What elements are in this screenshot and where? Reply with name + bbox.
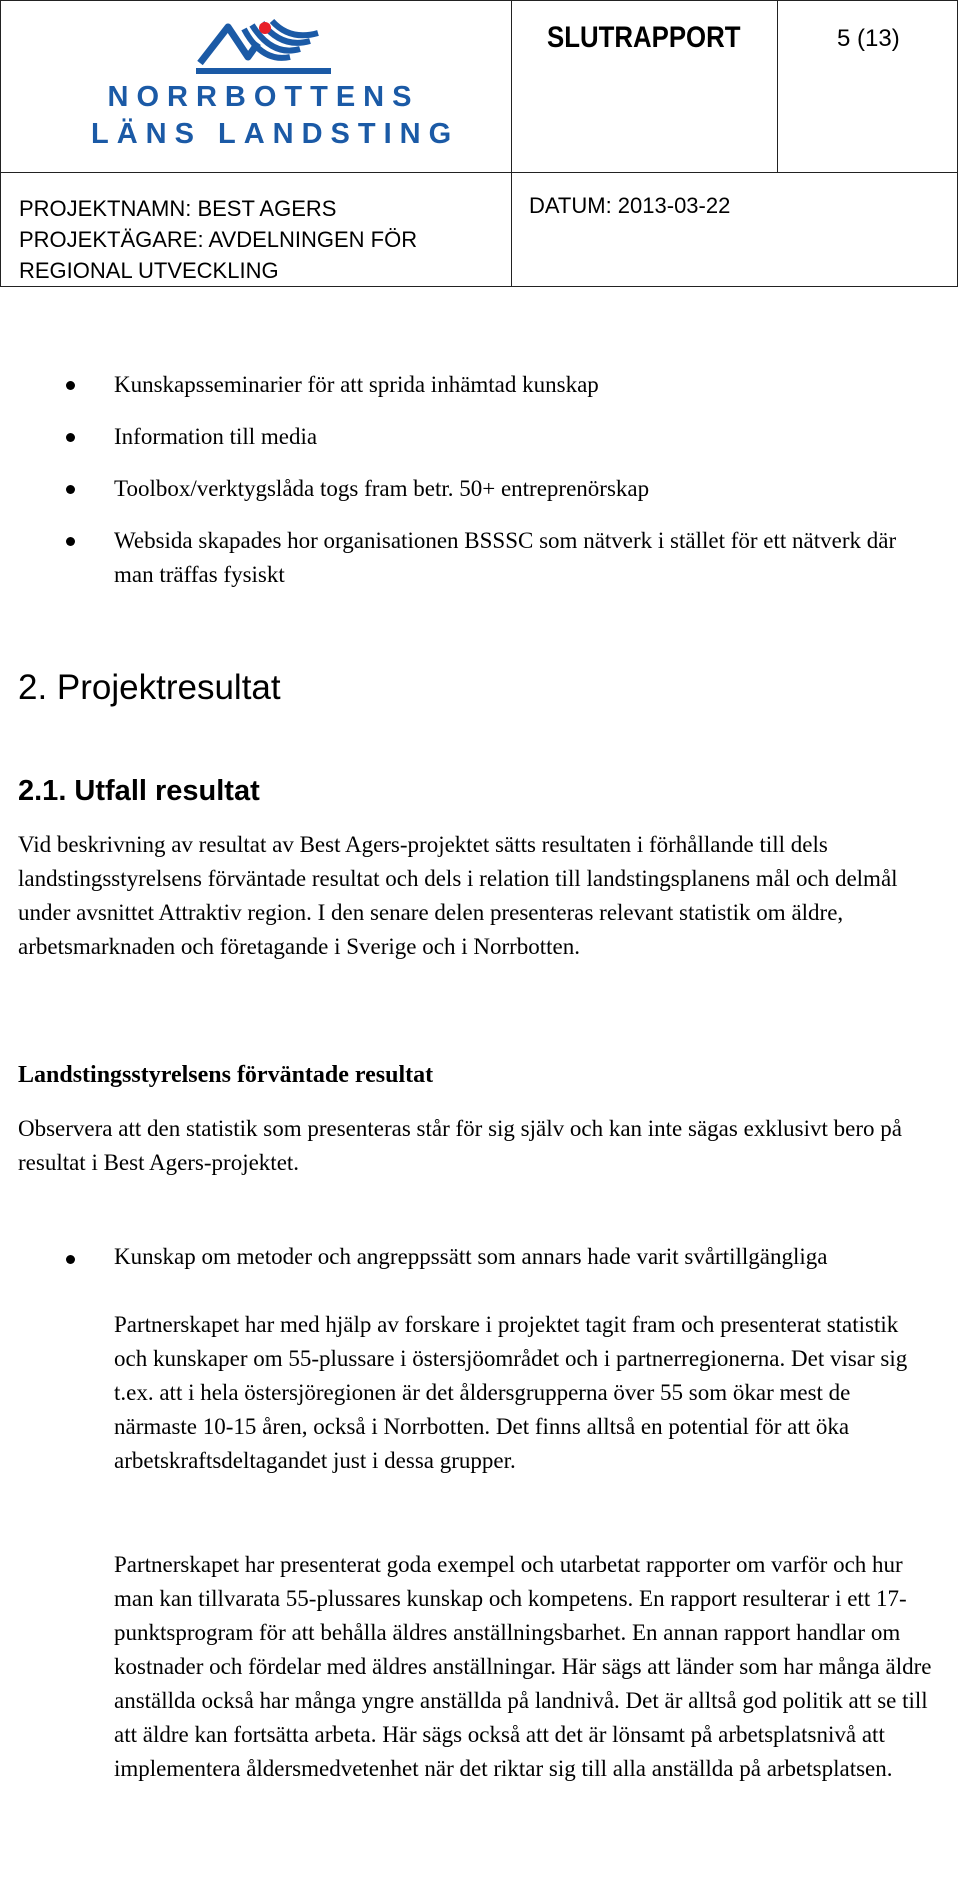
result-paragraph-1: Partnerskapet har med hjälp av forskare i projektet tagit fram och presenterat statistik och kunskaper om 55-plussare i östersjöområdet och i partnerregionerna. Det visar sig t.ex. att i hela östersjöregionen är det åldersgrupperna över 55 som ökar mest de närmaste 10-15 åren, också i Norrbotten. Det finns alltså en potential för att öka arbetskraftsdeltagandet just i dessa grupper. [114,1312,908,1473]
bullet-icon [66,537,75,546]
bullet-icon [66,485,75,494]
subsection-heading: 2.1. Utfall resultat [18,775,260,807]
list-item [114,524,934,592]
list-item [114,472,934,506]
logo-text-line1: NORRBOTTENS [107,81,420,113]
result-paragraph-2: Partnerskapet har presenterat goda exempel och utarbetat rapporter om varför och hur man kan tillvarata 55-plussares kunskap och kompetens. En rapport resulterar i ett 17-punktsprogram för att behålla äldres anställningsbarhet. En annan rapport handlar om kostnader och fördelar med äldres anställningar. Här sägs att länder som har många äldre anställda också har många yngre anställda på landnivå. Det är alltså god politik att se till att äldre kan fortsätta arbeta. Här sägs också att det är lönsamt på arbetsplatsnivå att implementera åldersmedvetenhet när det riktar sig till alla anställda på arbetsplatsen. [114,1552,932,1781]
expected-results-heading: Landstingsstyrelsens förväntade resultat [18,1062,434,1088]
report-date: DATUM: 2013-03-22 [529,193,731,218]
bullet-icon [66,1255,75,1264]
bullet-icon [66,381,75,390]
list-item [114,368,934,402]
list-item-text: Information till media [114,424,318,449]
result-title: Kunskap om metoder och angreppssätt som annars hade varit svårtillgängliga [114,1244,828,1269]
header-divider-vertical [511,1,512,286]
list-item-text: Toolbox/verktygslåda togs fram betr. 50+ entreprenörskap [114,476,650,501]
project-name: PROJEKTNAMN: BEST AGERS [19,196,337,221]
header-divider-page [777,1,778,172]
logo-text-line2: LÄNS LANDSTING [91,118,460,150]
project-owner-line2: REGIONAL UTVECKLING [19,258,279,283]
logo-mark-icon [196,19,331,77]
header-divider-horizontal [1,172,957,173]
report-title: SLUTRAPPORT [547,21,741,54]
landsting-logo [91,19,460,150]
document-header [0,0,958,287]
project-owner-line1: PROJEKTÄGARE: AVDELNINGEN FÖR [19,227,418,252]
list-item [114,420,934,454]
section-heading: 2. Projektresultat [18,668,281,707]
project-info [19,193,417,286]
page-number: 5 (13) [837,25,900,52]
list-item-text: Kunskapsseminarier för att sprida inhämtad kunskap [114,372,599,397]
intro-paragraph: Vid beskrivning av resultat av Best Agers-projektet sätts resultaten i förhållande till dels landstingsstyrelsens förväntade resultat och dels i relation till landstingsplanens mål och delmål under avsnittet Attraktiv region. I den senare delen presenteras relevant statistik om äldre, arbetsmarknaden och företagande i Sverige och i Norrbotten. [18,832,898,959]
bullet-icon [66,433,75,442]
list-item-text: Websida skapades hor organisationen BSSSC som nätverk i stället för ett nätverk där man träffas fysiskt [114,528,897,587]
note-paragraph: Observera att den statistik som presenteras står för sig själv och kan inte sägas exklusivt bero på resultat i Best Agers-projektet. [18,1116,902,1175]
